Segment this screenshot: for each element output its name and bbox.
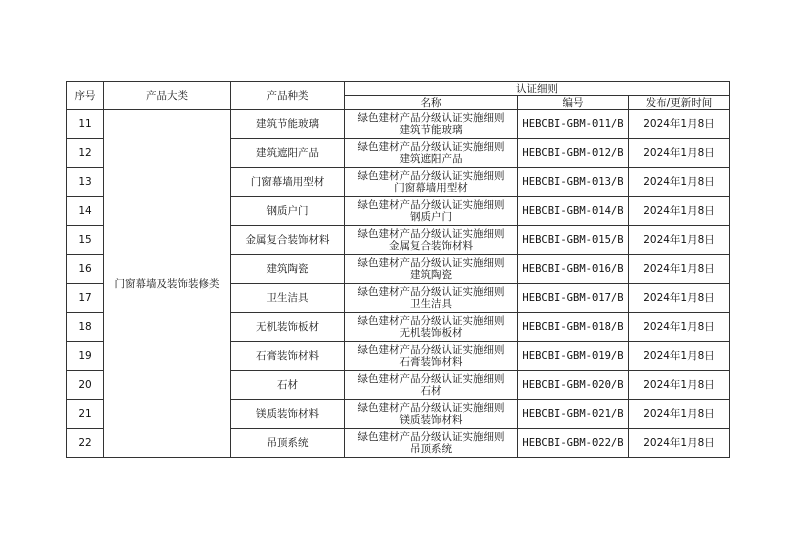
cell-product: 石材 [231, 371, 345, 400]
cell-product: 石膏装饰材料 [231, 342, 345, 371]
table-row [67, 110, 730, 139]
cell-date: 2024年1月8日 [629, 139, 730, 168]
cell-seq: 11 [67, 110, 104, 139]
cell-product: 建筑遮阳产品 [231, 139, 345, 168]
cell-date: 2024年1月8日 [629, 110, 730, 139]
cell-code: HEBCBI-GBM-011/B [518, 110, 629, 139]
cell-name [345, 342, 518, 371]
header-category: 产品大类 [104, 82, 231, 110]
cell-product: 建筑节能玻璃 [231, 110, 345, 139]
name-line-2: 门窗幕墙用型材 [394, 182, 468, 194]
header-name: 名称 [345, 96, 518, 110]
name-line-2: 钢质户门 [410, 211, 452, 223]
cell-date: 2024年1月8日 [629, 255, 730, 284]
cell-name [345, 168, 518, 197]
cell-product: 吊顶系统 [231, 429, 345, 458]
name-line-1: 绿色建材产品分级认证实施细则 [357, 170, 505, 182]
cell-date: 2024年1月8日 [629, 313, 730, 342]
name-line-1: 绿色建材产品分级认证实施细则 [357, 199, 505, 211]
name-line-1: 绿色建材产品分级认证实施细则 [357, 431, 505, 443]
name-line-2: 石膏装饰材料 [399, 356, 463, 368]
cell-seq: 21 [67, 400, 104, 429]
cell-product: 门窗幕墙用型材 [231, 168, 345, 197]
cell-name [345, 429, 518, 458]
cell-seq: 17 [67, 284, 104, 313]
cell-date: 2024年1月8日 [629, 226, 730, 255]
cell-code: HEBCBI-GBM-018/B [518, 313, 629, 342]
cell-code: HEBCBI-GBM-019/B [518, 342, 629, 371]
name-line-1: 绿色建材产品分级认证实施细则 [357, 344, 505, 356]
cell-seq: 18 [67, 313, 104, 342]
cell-code: HEBCBI-GBM-014/B [518, 197, 629, 226]
certification-table [66, 81, 730, 458]
cell-seq: 19 [67, 342, 104, 371]
cell-code: HEBCBI-GBM-013/B [518, 168, 629, 197]
cell-code: HEBCBI-GBM-017/B [518, 284, 629, 313]
cell-name [345, 371, 518, 400]
table-header [67, 82, 730, 110]
cell-name [345, 313, 518, 342]
cell-seq: 16 [67, 255, 104, 284]
header-seq: 序号 [67, 82, 104, 110]
name-line-1: 绿色建材产品分级认证实施细则 [357, 228, 505, 240]
name-line-2: 建筑节能玻璃 [399, 124, 463, 136]
header-code: 编号 [518, 96, 629, 110]
name-line-2: 吊顶系统 [410, 443, 452, 455]
cell-name [345, 284, 518, 313]
name-line-2: 卫生洁具 [410, 298, 452, 310]
cell-date: 2024年1月8日 [629, 197, 730, 226]
cell-date: 2024年1月8日 [629, 168, 730, 197]
cell-seq: 20 [67, 371, 104, 400]
cell-code: HEBCBI-GBM-021/B [518, 400, 629, 429]
cell-name [345, 255, 518, 284]
cell-date: 2024年1月8日 [629, 429, 730, 458]
cell-seq: 22 [67, 429, 104, 458]
name-line-1: 绿色建材产品分级认证实施细则 [357, 402, 505, 414]
cell-code: HEBCBI-GBM-012/B [518, 139, 629, 168]
name-line-2: 无机装饰板材 [399, 327, 463, 339]
cell-date: 2024年1月8日 [629, 400, 730, 429]
name-line-1: 绿色建材产品分级认证实施细则 [357, 141, 505, 153]
table-body [67, 110, 730, 458]
name-line-2: 石材 [420, 385, 442, 397]
cell-code: HEBCBI-GBM-020/B [518, 371, 629, 400]
cell-seq: 13 [67, 168, 104, 197]
cell-product: 卫生洁具 [231, 284, 345, 313]
cell-date: 2024年1月8日 [629, 371, 730, 400]
cell-seq: 12 [67, 139, 104, 168]
cell-product: 钢质户门 [231, 197, 345, 226]
header-rule-group: 认证细则 [345, 82, 730, 96]
cell-product: 金属复合装饰材料 [231, 226, 345, 255]
cell-seq: 14 [67, 197, 104, 226]
name-line-1: 绿色建材产品分级认证实施细则 [357, 373, 505, 385]
name-line-1: 绿色建材产品分级认证实施细则 [357, 112, 505, 124]
cell-product: 无机装饰板材 [231, 313, 345, 342]
cell-date: 2024年1月8日 [629, 284, 730, 313]
cell-seq: 15 [67, 226, 104, 255]
cell-product: 镁质装饰材料 [231, 400, 345, 429]
name-line-2: 建筑陶瓷 [410, 269, 452, 281]
cell-name [345, 197, 518, 226]
header-product: 产品种类 [231, 82, 345, 110]
cell-name [345, 400, 518, 429]
name-line-1: 绿色建材产品分级认证实施细则 [357, 257, 505, 269]
name-line-2: 建筑遮阳产品 [399, 153, 463, 165]
cell-name [345, 110, 518, 139]
name-line-1: 绿色建材产品分级认证实施细则 [357, 286, 505, 298]
header-date: 发布/更新时间 [629, 96, 730, 110]
cell-name [345, 226, 518, 255]
cell-product: 建筑陶瓷 [231, 255, 345, 284]
cell-code: HEBCBI-GBM-015/B [518, 226, 629, 255]
cell-code: HEBCBI-GBM-016/B [518, 255, 629, 284]
cell-name [345, 139, 518, 168]
cell-code: HEBCBI-GBM-022/B [518, 429, 629, 458]
name-line-2: 镁质装饰材料 [399, 414, 463, 426]
name-line-1: 绿色建材产品分级认证实施细则 [357, 315, 505, 327]
cell-category: 门窗幕墙及装饰装修类 [104, 110, 231, 458]
cell-date: 2024年1月8日 [629, 342, 730, 371]
name-line-2: 金属复合装饰材料 [389, 240, 473, 252]
